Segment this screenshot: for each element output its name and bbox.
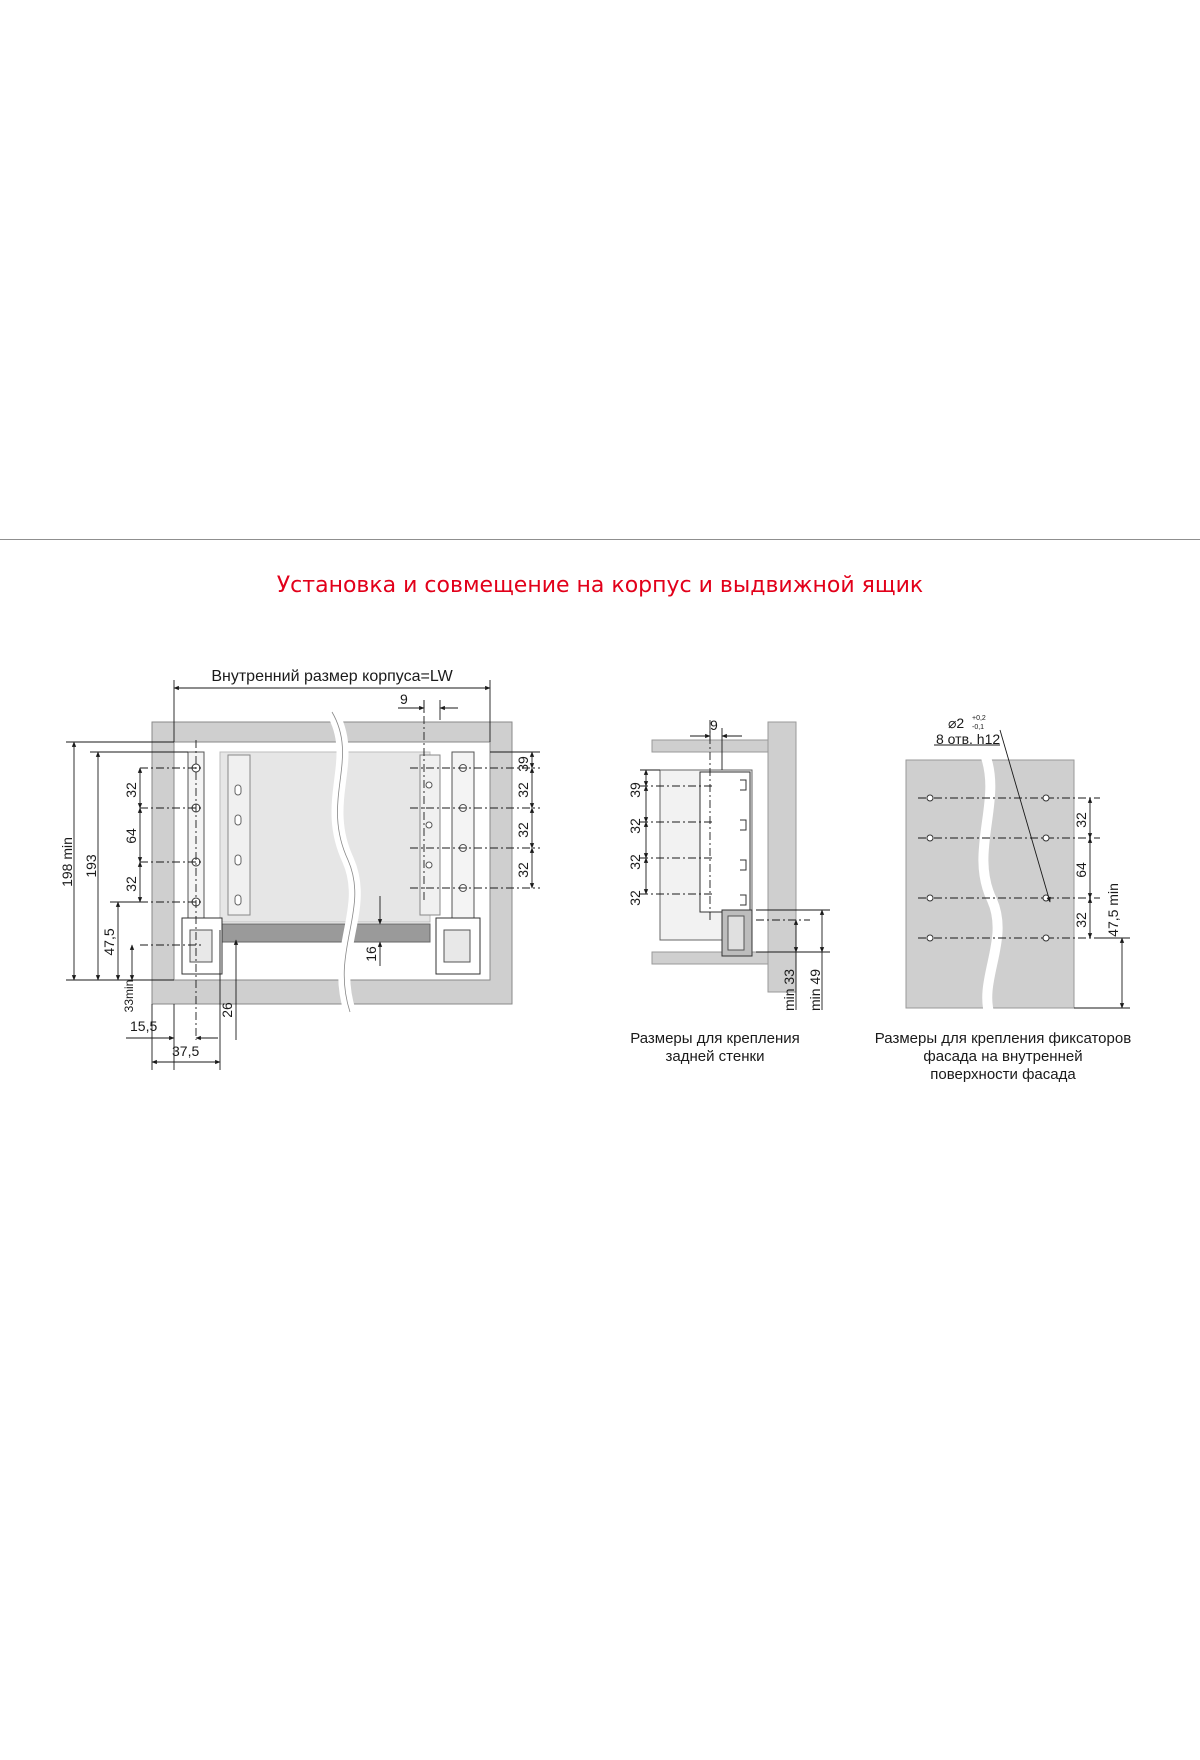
facade-right-dims — [1074, 798, 1130, 1008]
left-runner-strip — [228, 755, 250, 915]
dim-32-d: 32 — [515, 822, 531, 838]
facade-inner-view — [906, 715, 1130, 1016]
back-wall-caption — [600, 1030, 830, 1066]
dim-32-c: 32 — [515, 782, 531, 798]
back-dim-32-b: 32 — [627, 854, 643, 870]
hole-tol-plus: +0,2 — [972, 715, 986, 722]
lw-label: Внутренний размер корпуса=LW — [211, 668, 453, 685]
back-wall-side-view — [627, 717, 830, 1011]
dim-32-b: 32 — [123, 876, 139, 892]
facade-dim-32-b: 32 — [1073, 912, 1089, 928]
dim-64: 64 — [123, 828, 139, 844]
facade-dim-64: 64 — [1073, 862, 1089, 878]
right-runner — [452, 752, 474, 922]
back-dim-32-c: 32 — [627, 890, 643, 906]
facade-dim-47-5min: 47,5 min — [1105, 883, 1121, 937]
dim-16: 16 — [363, 946, 379, 962]
cabinet-front-view — [59, 668, 540, 1070]
facade-caption-line2: фасада на внутренней — [923, 1048, 1083, 1065]
dim-32-e: 32 — [515, 862, 531, 878]
dim-47-5: 47,5 — [101, 928, 117, 956]
left-bracket-inner — [190, 930, 212, 962]
facade-dim-32-a: 32 — [1073, 812, 1089, 828]
back-runner — [700, 772, 750, 912]
hole-note: 8 отв. h12 — [936, 731, 1001, 747]
dim-32-a: 32 — [123, 782, 139, 798]
side-wall — [768, 722, 796, 992]
hole-diameter: ⌀2 — [948, 715, 965, 731]
back-left-dims — [640, 770, 660, 894]
dim-33min: 33min — [122, 979, 136, 1013]
back-bracket-inner — [728, 916, 744, 950]
back-wall-caption-line2: задней стенки — [665, 1048, 765, 1065]
dim-39: 39 — [515, 756, 531, 772]
drawer-bottom — [220, 924, 430, 942]
drawer-body — [220, 752, 430, 922]
dim-26: 26 — [219, 1002, 235, 1018]
back-dim-min49: min 49 — [807, 968, 823, 1012]
dim-15-5: 15,5 — [130, 1018, 158, 1034]
back-dim-39: 39 — [627, 782, 643, 798]
back-dim-min33: min 33 — [781, 968, 797, 1012]
hole-tol-minus: -0,1 — [972, 724, 985, 731]
dim-193: 193 — [83, 854, 99, 878]
facade-caption-line1: Размеры для крепления фиксаторов — [874, 1030, 1132, 1047]
page-title: Установка и совмещение на корпус и выдвижной ящик — [276, 573, 924, 598]
back-dim-32-a: 32 — [627, 818, 643, 834]
dim-9-label: 9 — [400, 691, 408, 707]
back-dim-9: 9 — [710, 717, 718, 733]
dim-37-5: 37,5 — [172, 1043, 200, 1059]
back-wall-caption-line1: Размеры для крепления — [630, 1030, 800, 1047]
right-runner-strip — [420, 755, 440, 915]
dim-198min: 198 min — [59, 837, 75, 887]
facade-caption-line3: поверхности фасада — [930, 1066, 1076, 1083]
facade-caption — [858, 1030, 1148, 1084]
right-bracket-inner — [444, 930, 470, 962]
